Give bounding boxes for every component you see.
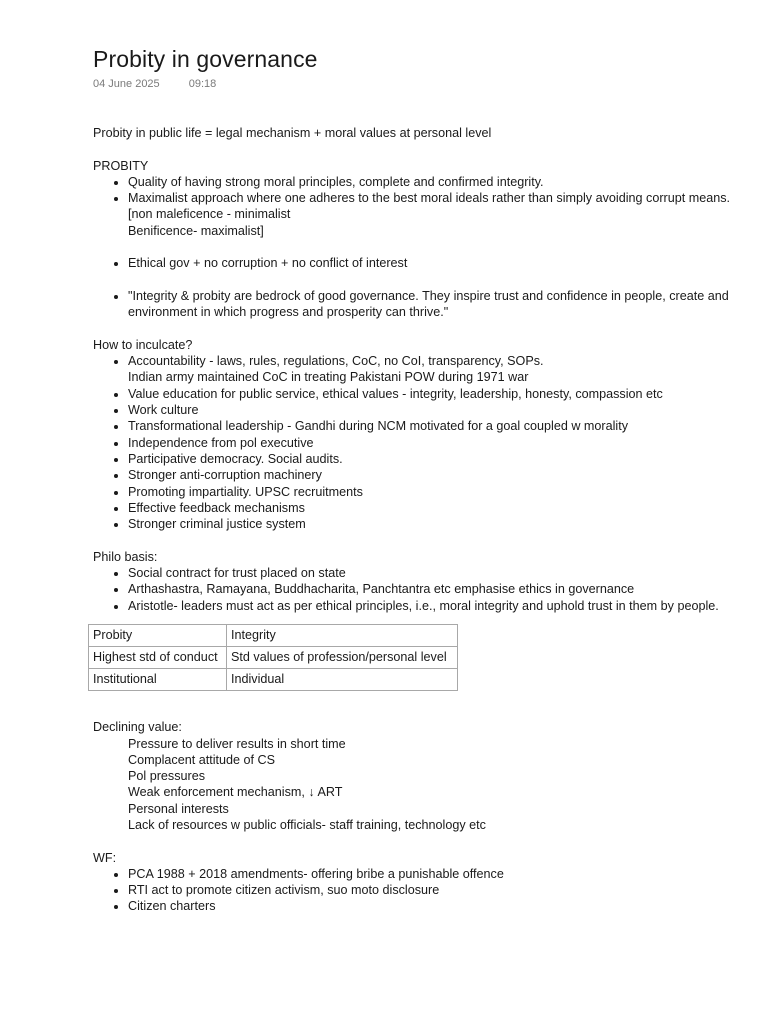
list-item: • Independence from pol executive xyxy=(128,435,733,451)
list-item: • Citizen charters xyxy=(128,898,733,914)
inculcate-list xyxy=(93,353,733,532)
list-item: • Stronger anti-corruption machinery xyxy=(128,467,733,483)
list-item: • Work culture xyxy=(128,402,733,418)
list-item: • Promoting impartiality. UPSC recruitments xyxy=(128,484,733,500)
list-item xyxy=(128,353,733,386)
list-item: • Stronger criminal justice system xyxy=(128,516,733,532)
page-time: 09:18 xyxy=(188,78,217,90)
list-item-text: Accountability - laws, rules, regulations, CoC, no CoI, transparency, SOPs. xyxy=(128,354,544,369)
page-title: Probity in governance xyxy=(93,46,318,72)
note-page xyxy=(93,44,733,915)
inculcate-heading: How to inculcate? xyxy=(93,337,193,352)
table-cell: Probity xyxy=(89,624,227,646)
list-item: • Aristotle- leaders must act as per ethical principles, i.e., moral integrity and uphold trust in them by people. xyxy=(128,598,733,614)
table-cell: Highest std of conduct xyxy=(89,646,227,668)
wf-heading: WF: xyxy=(93,850,117,865)
table-cell: Std values of profession/personal level xyxy=(227,646,458,668)
list-item: Personal interests xyxy=(128,801,229,816)
list-item: Pol pressures xyxy=(128,769,205,784)
declining-list xyxy=(93,736,733,834)
page-meta xyxy=(93,78,733,92)
table-row xyxy=(89,668,458,690)
list-item xyxy=(128,190,733,239)
list-item: • PCA 1988 + 2018 amendments- offering bribe a punishable offence xyxy=(128,866,733,882)
list-item: • Effective feedback mechanisms xyxy=(128,500,733,516)
probity-list xyxy=(93,174,733,321)
declining-heading: Declining value: xyxy=(93,720,182,735)
wf-list xyxy=(93,866,733,915)
comparison-table xyxy=(88,624,458,691)
list-item: • Participative democracy. Social audits. xyxy=(128,451,733,467)
list-item: • Value education for public service, ethical values - integrity, leadership, honesty, compassion etc xyxy=(128,386,733,402)
intro-line: Probity in public life = legal mechanism + moral values at personal level xyxy=(93,126,492,140)
list-item: • Ethical gov + no corruption + no conflict of interest xyxy=(128,255,733,271)
list-item: • Social contract for trust placed on state xyxy=(128,565,733,581)
probity-heading: PROBITY xyxy=(93,158,149,173)
list-item: Weak enforcement mechanism, ↓ ART xyxy=(128,785,343,800)
table-cell: Integrity xyxy=(227,624,458,646)
list-item: • Quality of having strong moral principles, complete and confirmed integrity. xyxy=(128,174,733,190)
list-item-text: Maximalist approach where one adheres to the best moral ideals rather than simply avoiding corrupt means. xyxy=(128,191,731,206)
note-body xyxy=(93,125,733,915)
list-item-subline: Indian army maintained CoC in treating Pakistani POW during 1971 war xyxy=(128,370,529,385)
list-item: • "Integrity & probity are bedrock of good governance. They inspire trust and confidence in people, create and environment in which progress and prosperity can thrive." xyxy=(128,288,733,321)
page-date: 04 June 2025 xyxy=(93,78,160,90)
list-item-subline: Benificence- maximalist] xyxy=(128,223,264,238)
list-item: Pressure to deliver results in short time xyxy=(128,736,346,751)
table-cell: Institutional xyxy=(89,668,227,690)
table-cell: Individual xyxy=(227,668,458,690)
list-item: Lack of resources w public officials- staff training, technology etc xyxy=(128,817,486,832)
table-row xyxy=(89,646,458,668)
list-spacer xyxy=(128,272,733,288)
list-item: Complacent attitude of CS xyxy=(128,752,276,767)
philo-heading: Philo basis: xyxy=(93,549,158,564)
list-item: • Transformational leadership - Gandhi during NCM motivated for a goal coupled w morality xyxy=(128,418,733,434)
list-item-subline: [non maleficence - minimalist xyxy=(128,207,291,222)
table-row xyxy=(89,624,458,646)
list-item: • Arthashastra, Ramayana, Buddhacharita, Panchtantra etc emphasise ethics in governance xyxy=(128,581,733,597)
philo-list xyxy=(93,565,733,614)
list-spacer xyxy=(128,239,733,255)
list-item: • RTI act to promote citizen activism, suo moto disclosure xyxy=(128,882,733,898)
